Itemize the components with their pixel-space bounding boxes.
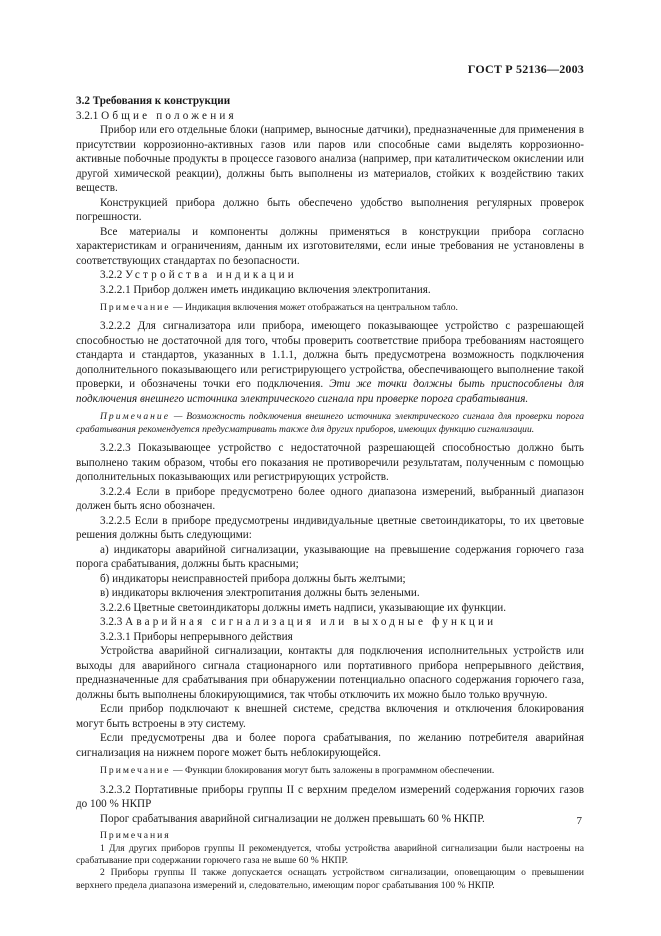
list-item: в) индикаторы включения электропитания должны быть зелеными. [100, 587, 420, 600]
paragraph: Все материалы и компоненты должны применяться в конструкции прибора согласно характеристикам и ограничениям, данным их изготовителями, если иные требования не установлены в соответствующих стандартах по безопасности. [76, 225, 584, 267]
note-label: Примечание [100, 765, 171, 777]
paragraph: 3.2.2.1 Прибор должен иметь индикацию включения электропитания. [100, 283, 431, 296]
page-number: 7 [576, 815, 582, 827]
subsection-number: 3.2.1 [76, 109, 99, 122]
notes-title: Примечания [100, 830, 171, 842]
paragraph: 3.2.2.3 Показывающее устройство с недостаточной разрешающей способностью должно быть выполнено таким образом, чтобы его показания не противоречили результатам, полученным с помощью дополнительных показывающих или регистрирующих устройств. [76, 442, 584, 484]
paragraph: Конструкцией прибора должно быть обеспечено удобство выполнения регулярных проверок погрешности. [76, 196, 584, 223]
section-title: 3.2 Требования к конструкции [76, 95, 231, 107]
list-item: а) индикаторы аварийной сигнализации, указывающие на превышение содержания горючего газа порога срабатывания, должны быть красными; [76, 543, 584, 571]
note-text: — Индикация включения может отображаться на центральном табло. [170, 302, 458, 313]
paragraph: 3.2.3.2 Портативные приборы группы II с верхним пределом измерений содержания горючих газов до 100 % НКПР [76, 783, 584, 811]
paragraph: Прибор или его отдельные блоки (например, выносные датчики), предназначенные для применения в присутствии коррозионно-активных газов или паров или способные сами выделять коррозионно-активные побочные продукты в процессе газового анализа (например, при каталитическом окислении или другой химической реакции), должны быть выполнены из материалов, стойких к воздействию таких веществ. [76, 124, 584, 194]
subsection-number: 3.2.3 [100, 616, 123, 629]
subsection-title: Общие положения [101, 109, 237, 122]
paragraph: 3.2.3.1 Приборы непрерывного действия [100, 630, 293, 643]
list-item: б) индикаторы неисправностей прибора должны быть желтыми; [100, 572, 406, 585]
paragraph-italic-text: Эти же точки должны быть приспособлены для подключения внешнего источника электрического сигнала при проверке порога срабатывания. [76, 378, 584, 405]
document-header: ГОСТ Р 52136—2003 [467, 62, 584, 76]
note-label: Примечание [100, 411, 170, 423]
paragraph: Устройства аварийной сигнализации, контакты для подключения исполнительных устройств или выходы для аварийного сигнала стационарного или портативного прибора непрерывного действия, предназначенные для срабатывания при обнаружении потенциально опасного содержания горючего газа, должны быть выполнены блокирующимися, так чтобы отключить их можно было только вручную. [76, 645, 584, 701]
subsection-title: Устройства индикации [125, 269, 297, 281]
paragraph: 3.2.2.5 Если в приборе предусмотрены индивидуальные цветные светоиндикаторы, то их цветовые решения должны быть следующими: [76, 514, 584, 542]
subsection-heading [76, 109, 584, 124]
note [76, 765, 584, 777]
paragraph: Если предусмотрены два и более порога срабатывания, по желанию потребителя аварийная сигнализация на нижнем пороге может быть неблокирующейся. [76, 732, 584, 759]
paragraph: 3.2.2.4 Если в приборе предусмотрено более одного диапазона измерений, выбранный диапазон должен быть ясно обозначен. [76, 485, 584, 513]
paragraph [76, 319, 584, 406]
subsection-title: Аварийная сигнализация или выходные функции [125, 616, 497, 629]
paragraph: Если прибор подключают к внешней системе, средства включения и отключения блокирования могут быть встроены в эту систему. [76, 703, 584, 730]
note-text: — Возможность подключения внешнего источника электрического сигнала для проверки порога срабатывания рекомендуется предусматривать также для других приборов, имеющих функцию сигнализации. [76, 411, 584, 435]
subsection-heading [76, 268, 584, 283]
note-item: 2 Приборы группы II также допускается оснащать устройством сигнализации, оповещающим о превышении верхнего предела диапазона измерений и, следовательно, имеющим порог срабатывания 100 % НКПР. [76, 867, 584, 891]
note-label: Примечание [100, 302, 171, 313]
note [76, 411, 584, 436]
paragraph: Порог срабатывания аварийной сигнализации не должен превышать 60 % НКПР. [100, 812, 485, 825]
note-item: 1 Для других приборов группы II рекомендуется, чтобы устройства аварийной сигнализации были настроены на срабатывание при содержании горючего газа не выше 60 % НКПР. [76, 842, 584, 866]
subsection-heading [76, 615, 584, 630]
paragraph: 3.2.2.6 Цветные светоиндикаторы должны иметь надписи, указывающие их функции. [100, 601, 507, 614]
subsection-number: 3.2.2 [100, 269, 123, 281]
note-text: — Функции блокирования могут быть заложены в программном обеспечении. [170, 765, 495, 777]
paragraph-text: 3.2.2.2 Для сигнализатора или прибора, имеющего показывающее устройство с разрешающей способностью не достаточной для того, чтобы проверить соответствие прибора требованиям настоящего стандарта и стандартов, указанных в 1.1.1, должна быть предусмотрена возможность подключения дополнительного показывающего или регистрирующего устройства, обеспечивающего выполнение такой проверки, и обозначены точки его подключения. [76, 320, 584, 391]
note [76, 302, 584, 314]
document-body [76, 94, 584, 892]
